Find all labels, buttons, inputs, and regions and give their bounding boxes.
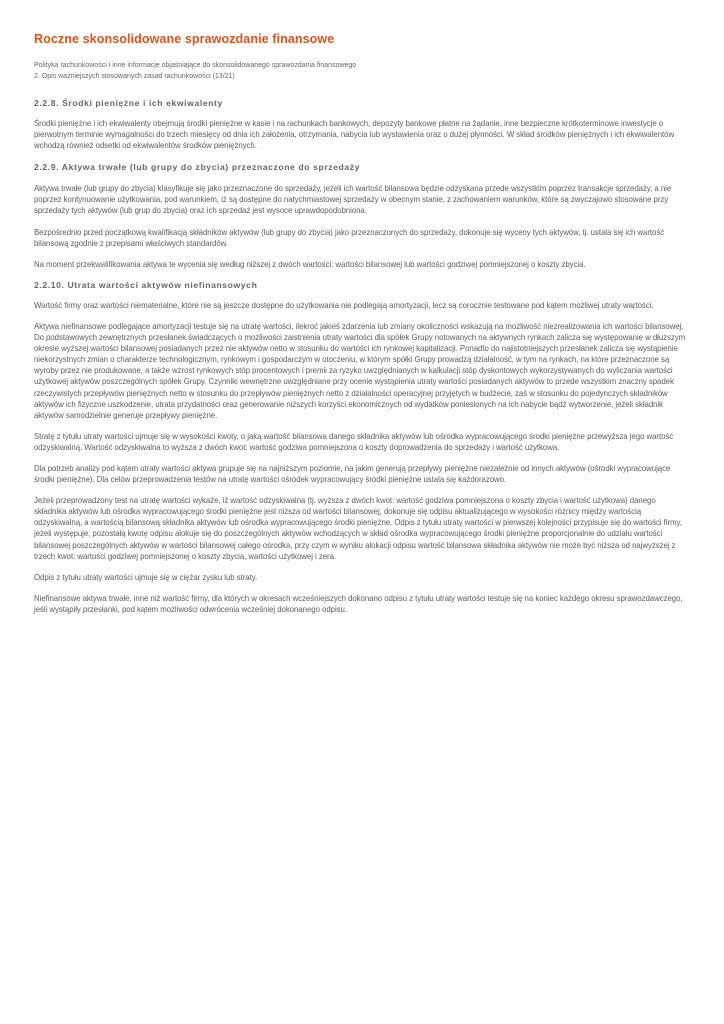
paragraph: Dla potrzeb analizy pod kątem utraty wartości aktywa grupuje się na najniższym poziomie, na jakim generują przepływy pieniężne niezależnie od innych aktywów (ośrodki wypracowujące środki pieniężne). Dla celów przeprowadzenia testów na utratę wartości ośrodek wypracowujący środki pieniężne ustala się każdorazowo. [34, 463, 671, 485]
document-title: Roczne skonsolidowane sprawozdanie finansowe [34, 32, 335, 46]
paragraph: Aktywa niefinansowe podlegające amortyzacji testuje się na utratę wartości, ilekroć jakieś zdarzenia lub zmiany okoliczności wskazują na możliwość niezrealizowania ich wartości bilansowej. Do podstawowych zewnętrznych przesłanek świadczących o możliwości zaistnienia utraty wartości dla spółek Grupy notowanych na aktywnych rynkach zalicza się występowanie w dłuższym okresie wyższej wartości bilansowej posiadanych przez nie aktywów netto w stosunku do wartości ich rynkowej kapitalizacji. Ponadto do najistotniejszych przesłanek zalicza się wystąpienie niekorzystnych zmian o charakterze technologicznym, rynkowym i gospodarczym w otoczeniu, w którym spółki Grupy prowadzą działalność, w tym na rynkach, na które przeznaczone są wyroby przez nie produkowane, a także wzrost rynkowych stóp procentowych i premii za ryzyko uwzględnianych w kalkulacji stóp dyskontowych wykorzystywanych do wyliczania wartości użytkowej aktywów poszczególnych spółek Grupy. Czynniki wewnętrzne uwzględniane przy ocenie wystąpienia utraty wartości posiadanych aktywów to przede wszystkim znaczny spadek rzeczywistych przepływów pieniężnych netto w stosunku do przepływów pieniężnych netto z działalności operacyjnej przyjętych w budżecie, zaś w stosunku do pojedynczych składników aktywów ich fizyczne uszkodzenie, utrata przydatności oraz generowanie niższych korzyści ekonomicznych od wydatków poniesionych na ich nabycie bądź wytworzenie, jeżeli składnik aktywów samodzielnie generuje przepływy pieniężne. [34, 321, 686, 420]
section-heading-assets-held-for-sale: 2.2.9. Aktywa trwałe (lub grupy do zbycia) przeznaczone do sprzedaży [34, 162, 361, 173]
breadcrumb-section: Polityka rachunkowości i inne informacje objaśniające do skonsolidowanego sprawozdania finansowego [34, 62, 357, 69]
paragraph: Jeżeli przeprowadzony test na utratę wartości wykaże, iż wartość odzyskiwalna (tj. wyższa z dwóch kwot: wartość godziwa pomniejszona o koszty zbycia i wartość użytkowa) danego składnika aktywów lub ośrodka wypracowującego środki pieniężne jest niższa od wartości bilansowej, dokonuje się odpisu aktualizującego w wysokości różnicy między wartością odzyskiwalną, a wartością bilansową składnika aktywów lub ośrodka wypracowującego środki pieniężne. Odpis z tytułu utraty wartości w pierwszej kolejności przypisuje się do wartości firmy, jeżeli występuje, pozostałą kwotę odpisu alokuje się do poszczególnych aktywów wchodzących w skład ośrodka wypracowującego środki pieniężne proporcjonalnie do udziału wartości bilansowej poszczególnych aktywów w wartości bilansowej całego ośrodka, przy czym w wyniku alokacji odpisu wartość bilansowa składnika aktywów nie może być niższa od najwyższej z trzech kwot: wartości godziwej pomniejszonej o koszty zbycia, wartości użytkowej i zera. [34, 496, 682, 561]
paragraph: Odpis z tytułu utraty wartości ujmuje się w ciężar zysku lub straty. [34, 572, 258, 582]
paragraph: Bezpośrednio przed początkową kwalifikacją składników aktywów (lub grupy do zbycia) jako przeznaczonych do sprzedaży, dokonuje się wyceny tych aktywów, tj. ustala się ich wartość bilansową zgodnie z przepisami właściwych standardów. [34, 227, 665, 248]
document-page [34, 30, 686, 615]
paragraph: Wartość firmy oraz wartości niematerialne, które nie są jeszcze dostępne do użytkowania nie podlegają amortyzacji, lecz są corocznie testowane pod kątem możliwej utraty wartości. [34, 300, 654, 310]
paragraph: Aktywa trwałe (lub grupy do zbycia) klasyfikuje się jako przeznaczone do sprzedaży, jeżeli ich wartość bilansowa będzie odzyskana przede wszystkim poprzez transakcje sprzedaży, a nie poprzez kontynuowanie użytkowania, pod warunkiem, iż są dostępne do natychmiastowej sprzedaży w obecnym stanie, z zachowaniem warunków, które są zwyczajowo stosowane przy sprzedaży tych aktywów (lub grup do zbycia) oraz ich sprzedaż jest wysoce uprawdopodobniona. [34, 184, 672, 216]
breadcrumb-subsection: 2. Opis ważniejszych stosowanych zasad rachunkowości (13/21) [34, 73, 235, 80]
paragraph: Niefinansowe aktywa trwałe, inne niż wartość firmy, dla których w okresach wcześniejszych dokonano odpisu z tytułu utraty wartości testuje się na koniec każdego okresu sprawozdawczego, jeśli wystąpiły przesłanki, pod kątem możliwości odwrócenia wcześniej dokonanego odpisu. [34, 593, 683, 614]
breadcrumb [34, 60, 686, 82]
paragraph: Środki pieniężne i ich ekwiwalenty obejmują środki pieniężne w kasie i na rachunkach bankowych, depozyty bankowe płatne na żądanie, inne bezpieczne krótkoterminowe inwestycje o pierwotnym terminie wymagalności do trzech miesięcy od dnia ich założenia, otrzymania, nabycia lub wystawienia oraz o dużej płynności. W skład środków pieniężnych i ich ekwiwalentów wchodzą również odsetki od ekwiwalentów środków pieniężnych. [34, 119, 675, 151]
paragraph: Na moment przekwalifikowania aktywa te wycenia się według niższej z dwóch wartości: wartości bilansowej lub wartości godziwej pomniejszonej o koszty zbycia. [34, 259, 586, 269]
section-heading-impairment: 2.2.10. Utrata wartości aktywów niefinansowych [34, 279, 258, 290]
section-heading-cash: 2.2.8. Środki pieniężne i ich ekwiwalenty [34, 98, 223, 108]
paragraph: Stratę z tytułu utraty wartości ujmuje się w wysokości kwoty, o jaką wartość bilansowa danego składnika aktywów lub ośrodka wypracowującego środki pieniężne przewyższa jego wartość odzyskiwalną. Wartość odzyskiwalna to wyższa z dwóch kwot: wartość godziwa pomniejszona o koszty doprowadzenia do sprzedaży i wartość użytkowa. [34, 431, 674, 452]
